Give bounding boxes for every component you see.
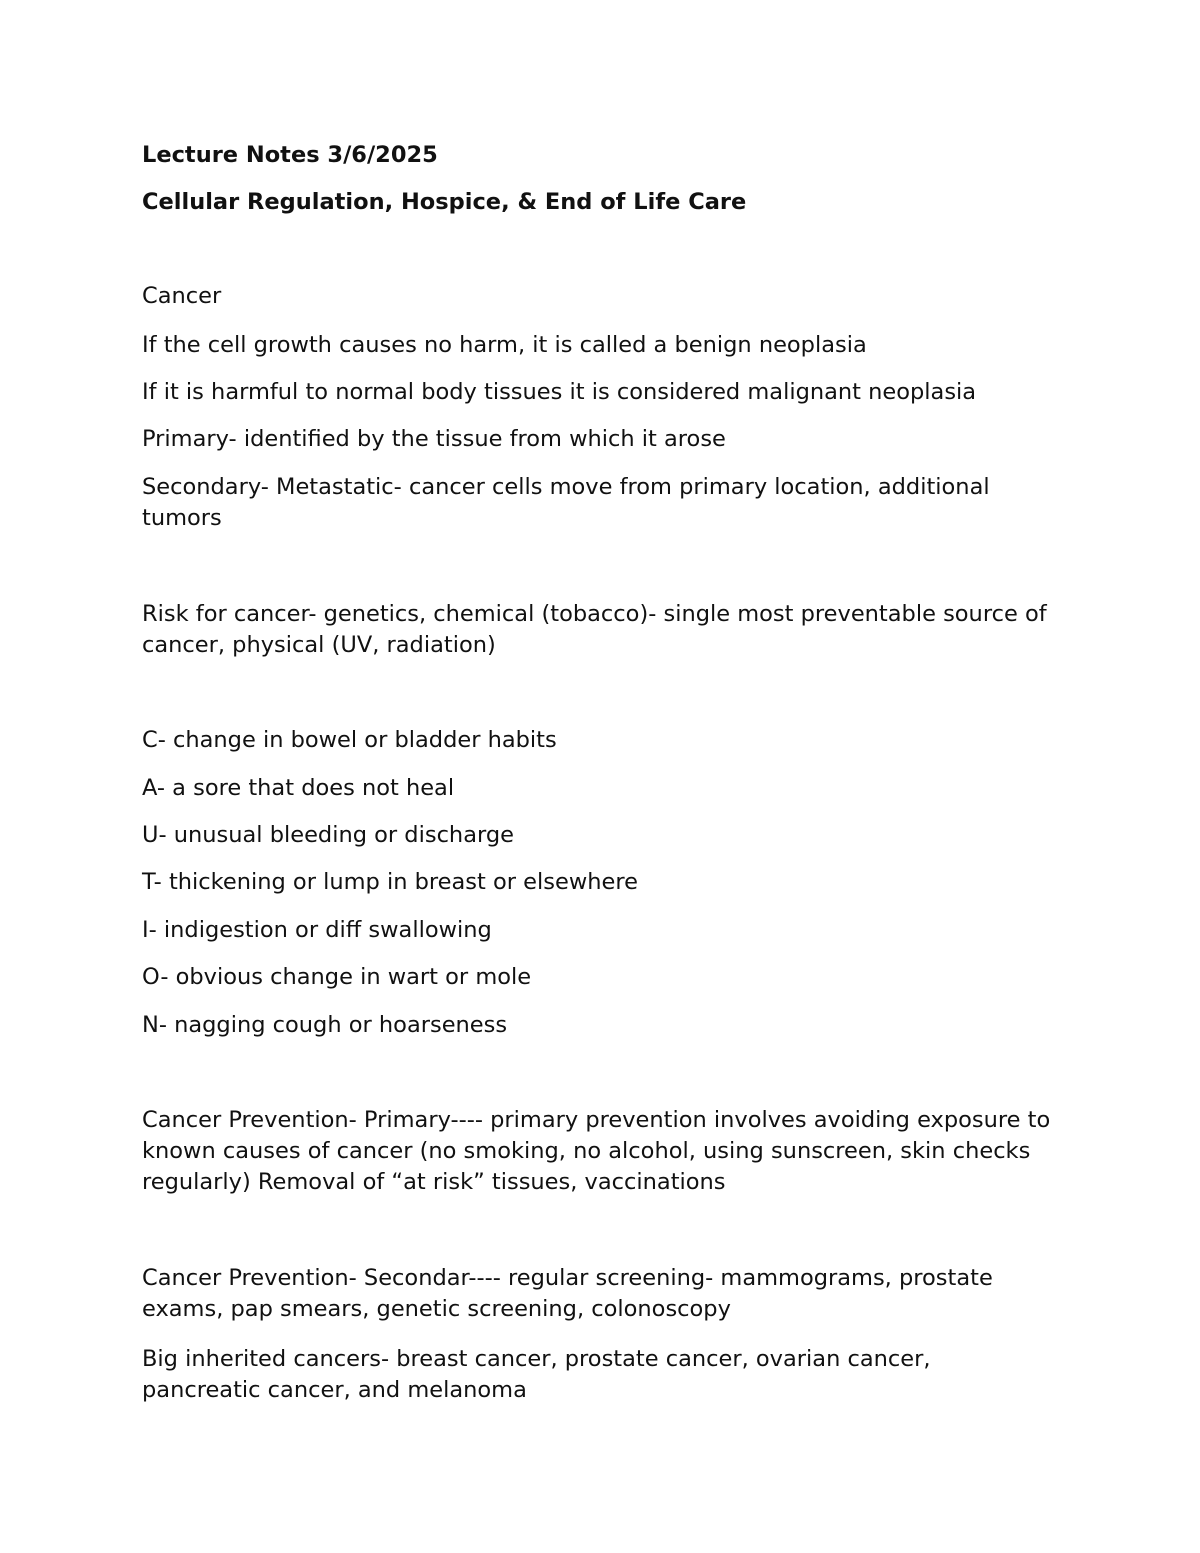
caution-sign-o: O- obvious change in wart or mole [142, 964, 532, 990]
document-subtitle: Cellular Regulation, Hospice, & End of Life Care [142, 189, 747, 215]
prevention-secondary-paragraph: Cancer Prevention- Secondar---- regular screening- mammograms, prostate exams, pap smears, genetic screening, colonoscopy [142, 1265, 993, 1322]
prevention-primary-paragraph: Cancer Prevention- Primary---- primary prevention involves avoiding exposure to known causes of cancer (no smoking, no alcohol, using sunscreen, skin checks regularly) Removal of “at risk” tissues, vaccinations [142, 1107, 1051, 1195]
definition-malignant: If it is harmful to normal body tissues it is considered malignant neoplasia [142, 379, 977, 405]
caution-sign-a: A- a sore that does not heal [142, 775, 455, 801]
definition-primary: Primary- identified by the tissue from which it arose [142, 426, 726, 452]
caution-sign-n: N- nagging cough or hoarseness [142, 1012, 508, 1038]
caution-sign-t: T- thickening or lump in breast or elsewhere [142, 869, 638, 895]
definition-secondary: Secondary- Metastatic- cancer cells move from primary location, additional tumors [142, 474, 990, 531]
definition-benign: If the cell growth causes no harm, it is called a benign neoplasia [142, 332, 867, 358]
caution-sign-i: I- indigestion or diff swallowing [142, 917, 492, 943]
caution-sign-c: C- change in bowel or bladder habits [142, 727, 557, 753]
risk-paragraph: Risk for cancer- genetics, chemical (tobacco)- single most preventable source of cancer, physical (UV, radiation) [142, 601, 1047, 658]
caution-sign-u: U- unusual bleeding or discharge [142, 822, 514, 848]
section-heading-cancer: Cancer [142, 283, 222, 309]
document-title: Lecture Notes 3/6/2025 [142, 142, 438, 168]
inherited-cancers-paragraph: Big inherited cancers- breast cancer, prostate cancer, ovarian cancer, pancreatic cancer, and melanoma [142, 1346, 931, 1403]
